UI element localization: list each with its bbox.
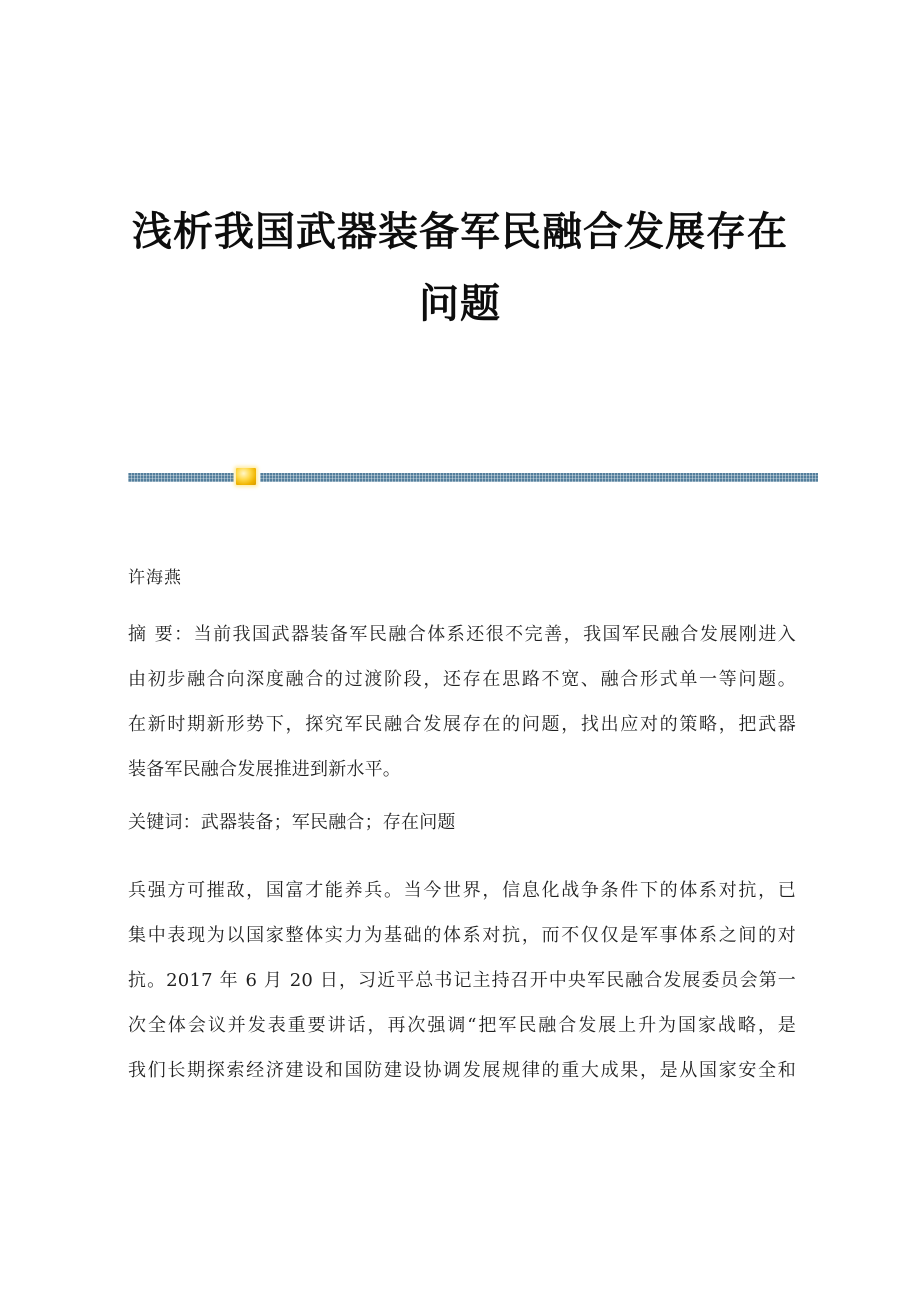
abstract-line: 装备军民融合发展推进到新水平。 — [128, 759, 401, 780]
divider-bar-right — [260, 473, 818, 482]
divider-bar-left — [128, 473, 234, 482]
abstract-line: 摘 要：当前我国武器装备军民融合体系还很不完善，我国军民融合发展刚进入 — [128, 624, 796, 645]
body-line: 抗。2017 年 6 月 20 日，习近平总书记主持召开中央军民融合发展委员会第一 — [128, 970, 796, 991]
author-name: 许海燕 — [128, 568, 182, 588]
body-section — [128, 868, 796, 1093]
page-title: 浅析我国武器装备军民融合发展存在问题 — [132, 208, 788, 327]
abstract-section — [128, 612, 796, 792]
body-line: 我们长期探索经济建设和国防建设协调发展规律的重大成果，是从国家安全和 — [128, 1060, 796, 1081]
section-divider — [128, 466, 818, 488]
diamond-ornament-icon — [236, 468, 256, 485]
body-line: 兵强方可摧敌，国富才能养兵。当今世界，信息化战争条件下的体系对抗，已 — [128, 880, 796, 901]
abstract-line: 在新时期新形势下，探究军民融合发展存在的问题，找出应对的策略，把武器 — [128, 714, 796, 735]
abstract-line: 由初步融合向深度融合的过渡阶段，还存在思路不宽、融合形式单一等问题。 — [128, 669, 796, 690]
keywords-section — [128, 800, 796, 845]
body-line: 集中表现为以国家整体实力为基础的体系对抗，而不仅仅是军事体系之间的对 — [128, 925, 796, 946]
body-line: 次全体会议并发表重要讲话，再次强调“把军民融合发展上升为国家战略，是 — [128, 1015, 796, 1036]
keywords-line: 关键词：武器装备；军民融合；存在问题 — [128, 812, 456, 833]
